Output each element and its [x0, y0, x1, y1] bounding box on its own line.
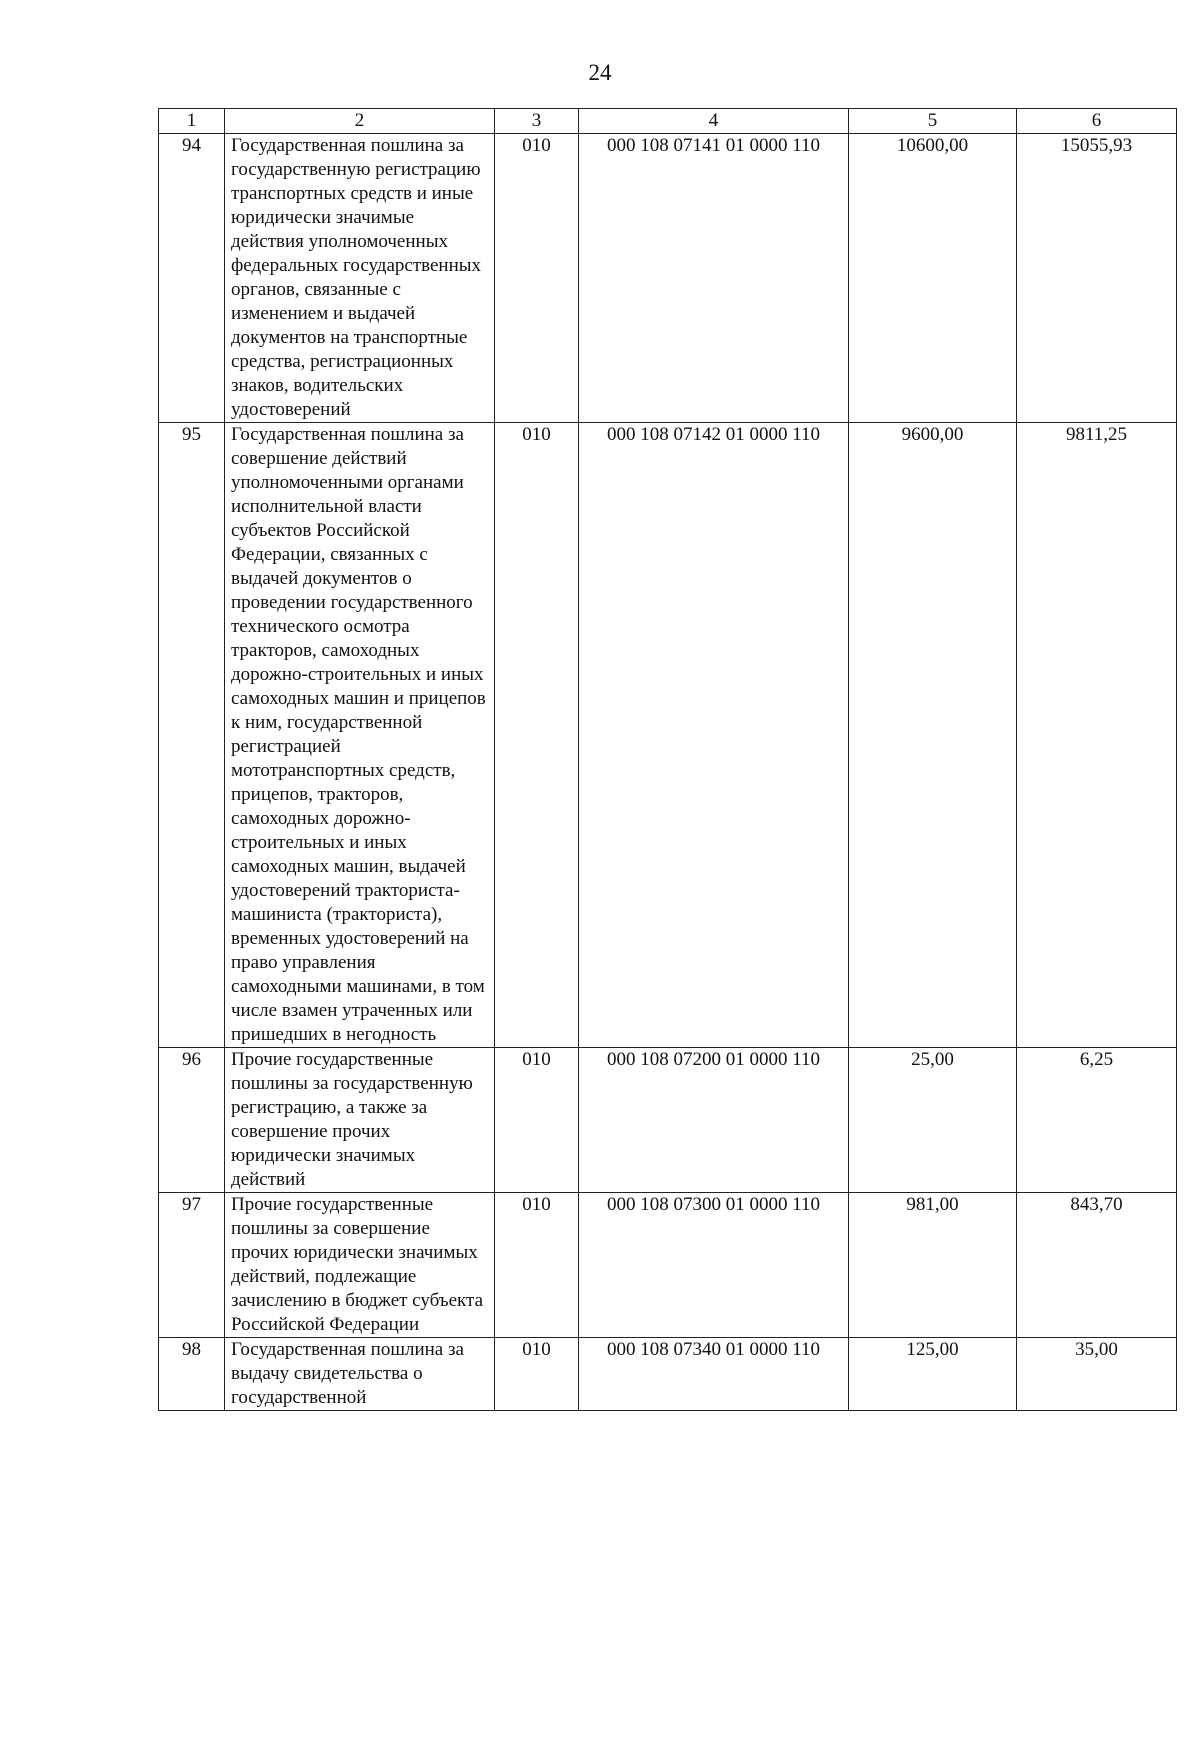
table-header-row [159, 109, 1177, 134]
row-name: Государственная пошлина за совершение действий уполномоченными органами исполнительной власти субъектов Российской Федерации, связанных с выдачей документов о проведении государственного технического осмотра тракторов, самоходных дорожно-строительных и иных самоходных машин и прицепов к ним, государственной регистрацией мототранспортных средств, прицепов, тракторов, самоходных дорожно-строительных и иных самоходных машин, выдачей удостоверений тракториста-машиниста (тракториста), временных удостоверений на право управления самоходными машинами, в том числе взамен утраченных или пришедших в негодность [225, 423, 495, 1048]
row-number: 95 [159, 423, 225, 1048]
table-row [159, 1338, 1177, 1411]
table-row [159, 1048, 1177, 1193]
row-plan-value: 25,00 [849, 1048, 1017, 1193]
table-row [159, 1193, 1177, 1338]
table-row [159, 423, 1177, 1048]
revenue-table [158, 108, 1177, 1411]
row-name: Прочие государственные пошлины за государственную регистрацию, а также за совершение прочих юридически значимых действий [225, 1048, 495, 1193]
row-plan-value: 981,00 [849, 1193, 1017, 1338]
column-header: 2 [225, 109, 495, 134]
row-budget-code: 000 108 07141 01 0000 110 [579, 134, 849, 423]
column-header: 5 [849, 109, 1017, 134]
row-number: 97 [159, 1193, 225, 1338]
row-plan-value: 9600,00 [849, 423, 1017, 1048]
row-budget-code: 000 108 07200 01 0000 110 [579, 1048, 849, 1193]
row-name: Государственная пошлина за государственную регистрацию транспортных средств и иные юридически значимые действия уполномоченных федеральных государственных органов, связанные с изменением и выдачей документов на транспортные средства, регистрационных знаков, водительских удостоверений [225, 134, 495, 423]
table-row [159, 134, 1177, 423]
row-budget-code: 000 108 07142 01 0000 110 [579, 423, 849, 1048]
row-actual-value: 15055,93 [1017, 134, 1177, 423]
column-header: 4 [579, 109, 849, 134]
row-name: Государственная пошлина за выдачу свидетельства о государственной [225, 1338, 495, 1411]
column-header: 3 [495, 109, 579, 134]
row-number: 96 [159, 1048, 225, 1193]
row-admin-code: 010 [495, 1048, 579, 1193]
row-number: 98 [159, 1338, 225, 1411]
row-plan-value: 125,00 [849, 1338, 1017, 1411]
row-number: 94 [159, 134, 225, 423]
row-plan-value: 10600,00 [849, 134, 1017, 423]
row-actual-value: 9811,25 [1017, 423, 1177, 1048]
row-admin-code: 010 [495, 134, 579, 423]
row-admin-code: 010 [495, 423, 579, 1048]
row-admin-code: 010 [495, 1193, 579, 1338]
row-budget-code: 000 108 07340 01 0000 110 [579, 1338, 849, 1411]
column-header: 1 [159, 109, 225, 134]
row-actual-value: 35,00 [1017, 1338, 1177, 1411]
row-actual-value: 843,70 [1017, 1193, 1177, 1338]
row-budget-code: 000 108 07300 01 0000 110 [579, 1193, 849, 1338]
row-admin-code: 010 [495, 1338, 579, 1411]
page-number: 24 [588, 60, 612, 85]
row-actual-value: 6,25 [1017, 1048, 1177, 1193]
column-header: 6 [1017, 109, 1177, 134]
row-name: Прочие государственные пошлины за совершение прочих юридически значимых действий, подлежащие зачислению в бюджет субъекта Российской Федерации [225, 1193, 495, 1338]
